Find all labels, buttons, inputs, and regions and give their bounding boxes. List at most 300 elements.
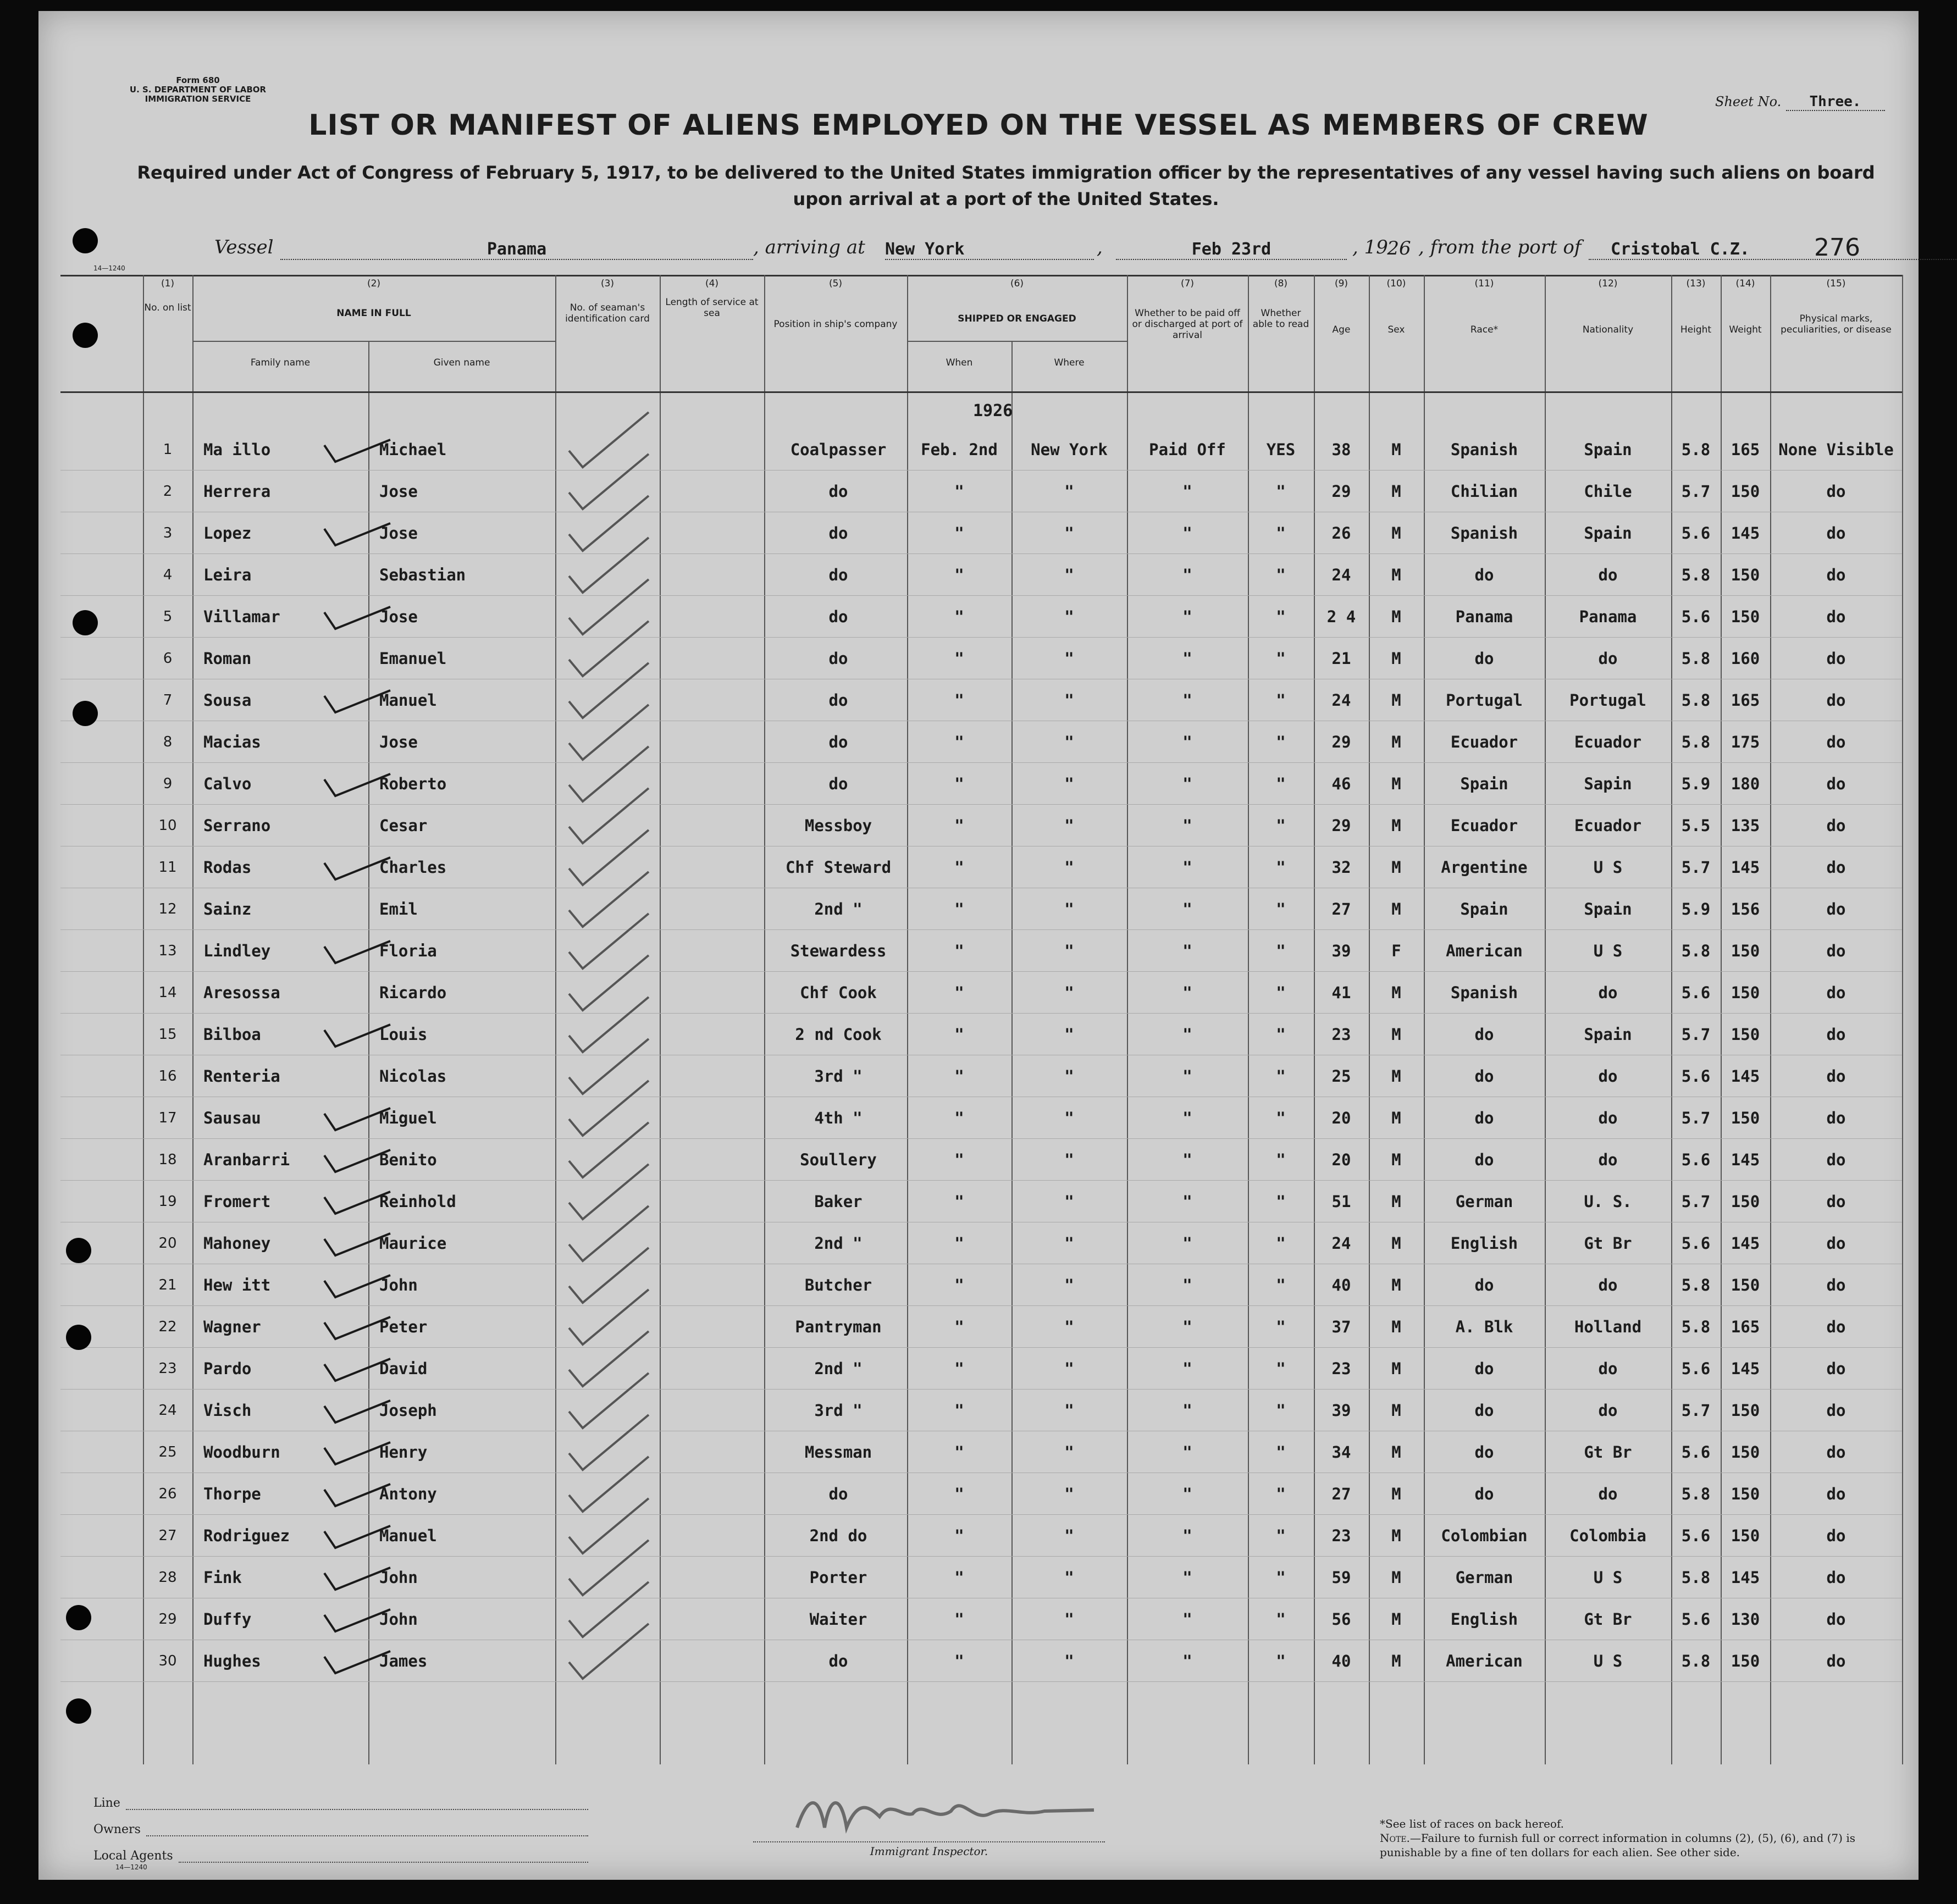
cell-age: 29 xyxy=(1331,482,1351,501)
cell-physical-marks: do xyxy=(1826,774,1846,793)
cell-physical-marks: do xyxy=(1826,607,1846,626)
cell-family-name: Lopez xyxy=(203,524,252,543)
cell-paid-off: " xyxy=(1182,1192,1192,1211)
check-mark xyxy=(569,663,649,718)
cell-family-name: Ma illo xyxy=(203,440,271,459)
cell-given-name: Sebastian xyxy=(379,566,466,584)
cell-no: 30 xyxy=(158,1653,177,1669)
cell-family-name: Rodriguez xyxy=(203,1526,290,1545)
cell-race: do xyxy=(1474,1401,1494,1420)
cell-family-name: Rodas xyxy=(203,858,252,877)
cell-position: 4th " xyxy=(814,1109,863,1127)
cell-sex: M xyxy=(1391,1526,1401,1545)
cell-able-to-read: " xyxy=(1276,900,1286,918)
cell-sex: M xyxy=(1391,1652,1401,1670)
cell-sex: M xyxy=(1391,440,1401,459)
cell-able-to-read: " xyxy=(1276,1067,1286,1086)
cell-weight: 150 xyxy=(1731,1192,1760,1211)
cell-no: 25 xyxy=(158,1444,177,1460)
cell-nationality: do xyxy=(1598,1067,1618,1086)
cell-nationality: Spain xyxy=(1584,440,1632,459)
cell-physical-marks: do xyxy=(1826,858,1846,877)
cell-height: 5.6 xyxy=(1681,1234,1711,1253)
cell-weight: 145 xyxy=(1731,1150,1760,1169)
cell-able-to-read: " xyxy=(1276,1610,1286,1629)
header-name-in-full: NAME IN FULL xyxy=(336,308,411,319)
cell-shipped-where: " xyxy=(1064,1401,1074,1420)
cell-nationality: Colombia xyxy=(1569,1526,1646,1545)
cell-position: do xyxy=(828,1652,848,1670)
cell-shipped-where: " xyxy=(1064,482,1074,501)
cell-given-name: Nicolas xyxy=(379,1067,447,1086)
cell-sex: F xyxy=(1391,942,1401,960)
cell-paid-off: " xyxy=(1182,691,1192,710)
cell-shipped-where: " xyxy=(1064,1359,1074,1378)
cell-able-to-read: " xyxy=(1276,1150,1286,1169)
cell-able-to-read: " xyxy=(1276,1401,1286,1420)
cell-position: 2nd " xyxy=(814,1359,863,1378)
cell-sex: M xyxy=(1391,691,1401,710)
cell-position: do xyxy=(828,524,848,543)
cell-shipped-where: " xyxy=(1064,1610,1074,1629)
cell-family-name: Woodburn xyxy=(203,1443,280,1462)
cell-paid-off: " xyxy=(1182,566,1192,584)
cell-position: do xyxy=(828,566,848,584)
check-mark xyxy=(569,997,649,1052)
cell-sex: M xyxy=(1391,1568,1401,1587)
cell-race: German xyxy=(1455,1568,1513,1587)
cell-no: 17 xyxy=(158,1110,177,1126)
cell-family-name: Villamar xyxy=(203,607,280,626)
cell-age: 29 xyxy=(1331,816,1351,835)
cell-nationality: Gt Br xyxy=(1584,1234,1632,1253)
cell-position: Chf Cook xyxy=(800,983,877,1002)
check-mark xyxy=(569,788,649,843)
cell-race: American xyxy=(1446,942,1523,960)
cell-no: 18 xyxy=(158,1152,177,1168)
cell-able-to-read: " xyxy=(1276,816,1286,835)
cell-paid-off: " xyxy=(1182,482,1192,501)
cell-paid-off: " xyxy=(1182,649,1192,668)
cell-able-to-read: " xyxy=(1276,983,1286,1002)
cell-shipped-when: " xyxy=(954,733,964,751)
table-print-code: 14—1240 xyxy=(93,264,125,272)
cell-sex: M xyxy=(1391,1610,1401,1629)
cell-physical-marks: do xyxy=(1826,566,1846,584)
cell-race: English xyxy=(1450,1610,1518,1629)
check-mark xyxy=(569,1206,649,1261)
cell-physical-marks: do xyxy=(1826,733,1846,751)
cell-given-name: Antony xyxy=(379,1485,437,1503)
cell-race: Chilian xyxy=(1450,482,1518,501)
cell-race: A. Blk xyxy=(1455,1318,1513,1336)
cell-race: Spanish xyxy=(1450,524,1518,543)
cell-shipped-where: " xyxy=(1064,649,1074,668)
cell-nationality: Ecuador xyxy=(1574,733,1642,751)
cell-family-name: Aranbarri xyxy=(203,1150,290,1169)
header-family-name: Family name xyxy=(250,357,311,368)
cell-shipped-where: " xyxy=(1064,1652,1074,1670)
cell-family-name: Hughes xyxy=(203,1652,261,1670)
cell-height: 5.6 xyxy=(1681,524,1711,543)
header-where: Where xyxy=(1054,357,1085,368)
cell-race: Spanish xyxy=(1450,440,1518,459)
cell-able-to-read: " xyxy=(1276,1652,1286,1670)
cell-shipped-when: " xyxy=(954,900,964,918)
cell-weight: 145 xyxy=(1731,1234,1760,1253)
cell-able-to-read: " xyxy=(1276,482,1286,501)
cell-shipped-when: " xyxy=(954,1652,964,1670)
cell-shipped-when: " xyxy=(954,1526,964,1545)
check-mark xyxy=(569,1081,649,1136)
cell-paid-off: " xyxy=(1182,1485,1192,1503)
inspector-label: Immigrant Inspector. xyxy=(753,1841,1105,1858)
cell-paid-off: " xyxy=(1182,816,1192,835)
cell-weight: 150 xyxy=(1731,983,1760,1002)
cell-shipped-when: Feb. 2nd xyxy=(921,440,998,459)
cell-weight: 150 xyxy=(1731,607,1760,626)
cell-shipped-when: " xyxy=(954,774,964,793)
cell-race: Spain xyxy=(1460,774,1508,793)
cell-nationality: Spain xyxy=(1584,900,1632,918)
cell-shipped-when: " xyxy=(954,1610,964,1629)
check-mark xyxy=(569,705,649,760)
cell-age: 24 xyxy=(1331,566,1351,584)
cell-given-name: Miguel xyxy=(379,1109,437,1127)
cell-no: 29 xyxy=(158,1611,177,1628)
cell-given-name: John xyxy=(379,1276,418,1294)
cell-position: Stewardess xyxy=(790,942,887,960)
cell-age: 29 xyxy=(1331,733,1351,751)
cell-weight: 150 xyxy=(1731,942,1760,960)
cell-given-name: Charles xyxy=(379,858,447,877)
header-race: Race* xyxy=(1470,324,1499,335)
check-mark xyxy=(324,857,390,879)
cell-age: 32 xyxy=(1331,858,1351,877)
cell-shipped-when: " xyxy=(954,524,964,543)
cell-no: 4 xyxy=(163,567,173,583)
cell-physical-marks: do xyxy=(1826,1485,1846,1503)
check-mark xyxy=(324,1484,390,1506)
cell-paid-off: " xyxy=(1182,1318,1192,1336)
cell-height: 5.8 xyxy=(1681,1568,1711,1587)
cell-given-name: James xyxy=(379,1652,428,1670)
cell-paid-off: " xyxy=(1182,1234,1192,1253)
footer-print-code: 14—1240 xyxy=(115,1863,147,1871)
cell-shipped-when: " xyxy=(954,1485,964,1503)
check-mark xyxy=(569,914,649,968)
cell-sex: M xyxy=(1391,1109,1401,1127)
check-mark xyxy=(569,1373,649,1428)
cell-physical-marks: do xyxy=(1826,1652,1846,1670)
cell-able-to-read: " xyxy=(1276,942,1286,960)
check-mark xyxy=(569,1122,649,1177)
cell-age: 39 xyxy=(1331,1401,1351,1420)
cell-race: English xyxy=(1450,1234,1518,1253)
column-number: (10) xyxy=(1386,278,1406,289)
cell-physical-marks: do xyxy=(1826,900,1846,918)
cell-shipped-where: " xyxy=(1064,1234,1074,1253)
cell-race: Spain xyxy=(1460,900,1508,918)
service-name: IMMIGRATION SERVICE xyxy=(145,94,251,104)
cell-height: 5.7 xyxy=(1681,1109,1711,1127)
cell-nationality: Ecuador xyxy=(1574,816,1642,835)
cell-paid-off: " xyxy=(1182,607,1192,626)
cell-no: 3 xyxy=(163,525,173,541)
cell-race: Argentine xyxy=(1441,858,1528,877)
check-mark xyxy=(569,1624,649,1679)
cell-family-name: Macias xyxy=(203,733,261,751)
check-mark xyxy=(569,1457,649,1512)
cell-sex: M xyxy=(1391,1067,1401,1086)
cell-position: do xyxy=(828,649,848,668)
cell-family-name: Hew itt xyxy=(203,1276,271,1294)
cell-height: 5.7 xyxy=(1681,858,1711,877)
cell-sex: M xyxy=(1391,1401,1401,1420)
cell-physical-marks: do xyxy=(1826,1276,1846,1294)
comma-separator: , xyxy=(1097,236,1103,258)
cell-weight: 145 xyxy=(1731,1359,1760,1378)
cell-able-to-read: " xyxy=(1276,607,1286,626)
cell-sex: M xyxy=(1391,858,1401,877)
cell-family-name: Roman xyxy=(203,649,252,668)
column-number: (2) xyxy=(367,278,381,289)
cell-sex: M xyxy=(1391,607,1401,626)
cell-height: 5.6 xyxy=(1681,1067,1711,1086)
check-mark xyxy=(569,1248,649,1303)
cell-race: do xyxy=(1474,1067,1494,1086)
cell-nationality: do xyxy=(1598,1276,1618,1294)
cell-age: 21 xyxy=(1331,649,1351,668)
cell-paid-off: " xyxy=(1182,1401,1192,1420)
cell-race: do xyxy=(1474,1443,1494,1462)
cell-height: 5.7 xyxy=(1681,1401,1711,1420)
cell-race: do xyxy=(1474,1109,1494,1127)
cell-shipped-when: " xyxy=(954,1067,964,1086)
local-agents-field xyxy=(179,1862,588,1863)
cell-race: do xyxy=(1474,1150,1494,1169)
cell-weight: 150 xyxy=(1731,566,1760,584)
from-port-label: , from the port of xyxy=(1418,236,1582,258)
cell-sex: M xyxy=(1391,1276,1401,1294)
cell-able-to-read: " xyxy=(1276,649,1286,668)
cell-shipped-when: " xyxy=(954,1276,964,1294)
cell-no: 1 xyxy=(163,441,173,458)
punch-hole xyxy=(73,701,98,726)
cell-shipped-when: " xyxy=(954,858,964,877)
vessel-name: Panama xyxy=(280,240,753,260)
local-agents-label: Local Agents xyxy=(93,1849,173,1863)
cell-paid-off: " xyxy=(1182,1109,1192,1127)
column-number: (8) xyxy=(1274,278,1288,289)
cell-physical-marks: do xyxy=(1826,1359,1846,1378)
cell-no: 11 xyxy=(158,859,177,876)
cell-shipped-when: " xyxy=(954,566,964,584)
cell-position: Waiter xyxy=(809,1610,867,1629)
cell-age: 24 xyxy=(1331,691,1351,710)
cell-position: Porter xyxy=(809,1568,867,1587)
header-nationality: Nationality xyxy=(1582,324,1634,335)
check-mark xyxy=(324,1317,390,1339)
cell-able-to-read: " xyxy=(1276,1192,1286,1211)
header-length-of-service: Length of service at sea xyxy=(665,297,759,319)
header-weight: Weight xyxy=(1729,324,1762,335)
owners-label: Owners xyxy=(93,1823,141,1836)
cell-weight: 150 xyxy=(1731,1485,1760,1503)
crew-table xyxy=(60,264,1902,1764)
cell-given-name: Michael xyxy=(379,440,447,459)
cell-given-name: Joseph xyxy=(379,1401,437,1420)
cell-no: 20 xyxy=(158,1235,177,1252)
line-field xyxy=(126,1809,588,1810)
cell-paid-off: " xyxy=(1182,1568,1192,1587)
column-number: (13) xyxy=(1686,278,1706,289)
cell-shipped-when: " xyxy=(954,649,964,668)
cell-shipped-where: " xyxy=(1064,1192,1074,1211)
cell-age: 37 xyxy=(1331,1318,1351,1336)
cell-age: 23 xyxy=(1331,1025,1351,1044)
cell-race: Ecuador xyxy=(1450,733,1518,751)
cell-family-name: Bilboa xyxy=(203,1025,261,1044)
cell-race: American xyxy=(1446,1652,1523,1670)
cell-given-name: David xyxy=(379,1359,428,1378)
cell-physical-marks: do xyxy=(1826,1568,1846,1587)
cell-shipped-where: " xyxy=(1064,942,1074,960)
cell-given-name: Reinhold xyxy=(379,1192,456,1211)
cell-paid-off: " xyxy=(1182,1067,1192,1086)
check-mark xyxy=(569,1540,649,1595)
cell-weight: 165 xyxy=(1731,440,1760,459)
voyage-line xyxy=(214,231,1864,264)
punch-hole xyxy=(73,228,98,253)
cell-physical-marks: None Visible xyxy=(1778,440,1894,459)
cell-position: do xyxy=(828,774,848,793)
cell-able-to-read: " xyxy=(1276,1025,1286,1044)
cell-shipped-where: " xyxy=(1064,566,1074,584)
cell-able-to-read: " xyxy=(1276,733,1286,751)
cell-physical-marks: do xyxy=(1826,1610,1846,1629)
cell-age: 23 xyxy=(1331,1359,1351,1378)
cell-physical-marks: do xyxy=(1826,649,1846,668)
cell-able-to-read: " xyxy=(1276,1109,1286,1127)
cell-sex: M xyxy=(1391,1025,1401,1044)
cell-nationality: Gt Br xyxy=(1584,1443,1632,1462)
cell-no: 14 xyxy=(158,984,177,1001)
cell-nationality: Holland xyxy=(1574,1318,1642,1336)
header-age: Age xyxy=(1332,324,1351,335)
cell-given-name: Manuel xyxy=(379,1526,437,1545)
cell-position: Coalpasser xyxy=(790,440,887,459)
check-mark xyxy=(324,1442,390,1464)
cell-age: 27 xyxy=(1331,900,1351,918)
cell-shipped-when: " xyxy=(954,1234,964,1253)
cell-age: 56 xyxy=(1331,1610,1351,1629)
header-physical-marks: Physical marks, peculiarities, or disease xyxy=(1781,313,1892,335)
cell-age: 41 xyxy=(1331,983,1351,1002)
check-mark xyxy=(569,830,649,885)
header-shipped-or-engaged: SHIPPED OR ENGAGED xyxy=(958,313,1076,324)
cell-shipped-when: " xyxy=(954,942,964,960)
inspector-signature xyxy=(786,1784,1116,1844)
cell-weight: 145 xyxy=(1731,1568,1760,1587)
cell-shipped-where: " xyxy=(1064,1318,1074,1336)
cell-able-to-read: " xyxy=(1276,691,1286,710)
footer-fields xyxy=(93,1784,588,1872)
cell-given-name: Louis xyxy=(379,1025,428,1044)
cell-family-name: Mahoney xyxy=(203,1234,271,1253)
page-number: 276 xyxy=(1814,234,1860,262)
cell-sex: M xyxy=(1391,1192,1401,1211)
cell-position: do xyxy=(828,482,848,501)
cell-shipped-when: " xyxy=(954,1109,964,1127)
cell-no: 28 xyxy=(158,1569,177,1586)
check-mark xyxy=(569,496,649,551)
cell-no: 5 xyxy=(163,608,173,625)
cell-paid-off: " xyxy=(1182,1276,1192,1294)
arrival-year: 26 xyxy=(1387,237,1411,259)
cell-family-name: Renteria xyxy=(203,1067,280,1086)
check-mark xyxy=(569,538,649,593)
cell-able-to-read: " xyxy=(1276,1318,1286,1336)
punch-hole xyxy=(66,1698,91,1724)
header-no-on-list: No. on list xyxy=(144,302,191,313)
cell-family-name: Leira xyxy=(203,566,252,584)
cell-family-name: Sainz xyxy=(203,900,252,918)
check-mark xyxy=(324,1651,390,1673)
sheet-number-label: Sheet No. xyxy=(1715,94,1782,109)
cell-physical-marks: do xyxy=(1826,1318,1846,1336)
cell-race: do xyxy=(1474,1025,1494,1044)
cell-family-name: Herrera xyxy=(203,482,271,501)
column-number: (15) xyxy=(1826,278,1846,289)
cell-nationality: U S xyxy=(1593,858,1623,877)
cell-position: Pantryman xyxy=(795,1318,882,1336)
check-mark xyxy=(324,1233,390,1255)
cell-weight: 150 xyxy=(1731,1652,1760,1670)
cell-age: 34 xyxy=(1331,1443,1351,1462)
arrival-date: Feb 23rd xyxy=(1116,240,1347,260)
owners-field xyxy=(146,1835,588,1836)
cell-able-to-read: " xyxy=(1276,1526,1286,1545)
cell-height: 5.5 xyxy=(1681,816,1711,835)
cell-sex: M xyxy=(1391,1150,1401,1169)
cell-given-name: Cesar xyxy=(379,816,428,835)
header-paid-off: Whether to be paid off or discharged at port of arrival xyxy=(1132,308,1243,341)
cell-age: 46 xyxy=(1331,774,1351,793)
cell-age: 38 xyxy=(1331,440,1351,459)
cell-height: 5.7 xyxy=(1681,482,1711,501)
header-id-card: No. of seaman's identification card xyxy=(565,302,650,324)
cell-shipped-where: " xyxy=(1064,1568,1074,1587)
cell-position: Baker xyxy=(814,1192,863,1211)
header-height: Height xyxy=(1680,324,1712,335)
cell-able-to-read: " xyxy=(1276,1234,1286,1253)
cell-family-name: Pardo xyxy=(203,1359,252,1378)
cell-physical-marks: do xyxy=(1826,1067,1846,1086)
cell-shipped-where: " xyxy=(1064,607,1074,626)
cell-sex: M xyxy=(1391,566,1401,584)
cell-position: 2nd " xyxy=(814,1234,863,1253)
cell-position: Messboy xyxy=(804,816,872,835)
cell-position: Soullery xyxy=(800,1150,877,1169)
cell-height: 5.8 xyxy=(1681,942,1711,960)
check-mark xyxy=(569,579,649,634)
cell-family-name: Sausau xyxy=(203,1109,261,1127)
check-mark xyxy=(569,872,649,927)
cell-able-to-read: " xyxy=(1276,774,1286,793)
cell-weight: 150 xyxy=(1731,1025,1760,1044)
cell-nationality: do xyxy=(1598,1401,1618,1420)
